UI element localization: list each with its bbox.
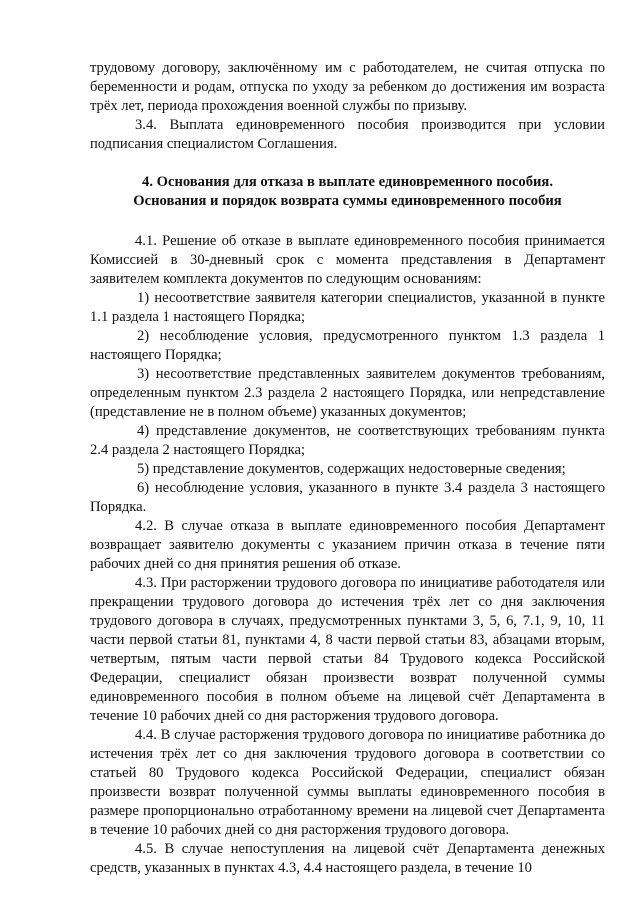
list-item-5: 5) представление документов, содержащих недостоверные сведения; xyxy=(137,461,566,477)
paragraph-continuation: трудовому договору, заключённому им с работодателем, не считая отпуска по беременности и родам, отпуска по уходу за ребенком до достижения им возраста трёх лет, периода прохождения военной службы по призыву. xyxy=(90,60,605,114)
paragraph-4-2: 4.2. В случае отказа в выплате единовременного пособия Департамент возвращает заявителю документы с указанием причин отказа в течение пяти рабочих дней со дня принятия решения об отказе. xyxy=(90,518,605,572)
section-4-heading xyxy=(90,173,605,211)
list-item-6: 6) несоблюдение условия, указанного в пункте 3.4 раздела 3 настоящего Порядка. xyxy=(90,480,605,515)
paragraph-3-4: 3.4. Выплата единовременного пособия производится при условии подписания специалистом Соглашения. xyxy=(90,117,605,152)
paragraph-4-4: 4.4. В случае расторжения трудового договора по инициативе работника до истечения трёх лет со дня заключения трудового договора в соответствии со статьей 80 Трудового кодекса Российской Федерации, специалист обязан произвести возврат полученной суммы выплаты единовременного пособия в размере пропорционально отработанному времени на лицевой счет Департамента в течение 10 рабочих дней со дня расторжения трудового договора. xyxy=(90,727,605,838)
paragraph-4-3: 4.3. При расторжении трудового договора по инициативе работодателя или прекращении трудового договора до истечения трёх лет со дня заключения трудового договора в случаях, предусмотренных пунктами 3, 5, 6, 7.1, 9, 10, 11 части первой статьи 81, пунктами 4, 8 части первой статьи 83, абзацами вторым, четвертым, пятым части первой статьи 84 Трудового кодекса Российской Федерации, специалист обязан произвести возврат полученной суммы единовременного пособия в полном объеме на лицевой счёт Департамента в течение 10 рабочих дней со дня расторжения трудового договора. xyxy=(90,575,605,724)
document-body xyxy=(90,59,605,878)
section-4-title-line-1: 4. Основания для отказа в выплате единовременного пособия. xyxy=(142,174,553,190)
paragraph-4-5: 4.5. В случае непоступления на лицевой счёт Департамента денежных средств, указанных в пунктах 4.3, 4.4 настоящего раздела, в течение 10 xyxy=(90,841,605,876)
list-item-3: 3) несоответствие представленных заявителем документов требованиям, определенным пунктом 2.3 раздела 2 настоящего Порядка, или непредставление (представление не в полном объеме) указанных документов; xyxy=(90,366,605,420)
list-item-1: 1) несоответствие заявителя категории специалистов, указанной в пункте 1.1 раздела 1 настоящего Порядка; xyxy=(90,290,605,325)
list-item-4: 4) представление документов, не соответствующих требованиям пункта 2.4 раздела 2 настоящего Порядка; xyxy=(90,423,605,458)
paragraph-4-1: 4.1. Решение об отказе в выплате единовременного пособия принимается Комиссией в 30-дневный срок с момента представления в Департамент заявителем комплекта документов по следующим основаниям: xyxy=(90,233,605,287)
section-4-title-line-2: Основания и порядок возврата суммы единовременного пособия xyxy=(133,193,562,209)
list-item-2: 2) несоблюдение условия, предусмотренного пунктом 1.3 раздела 1 настоящего Порядка; xyxy=(90,328,605,363)
